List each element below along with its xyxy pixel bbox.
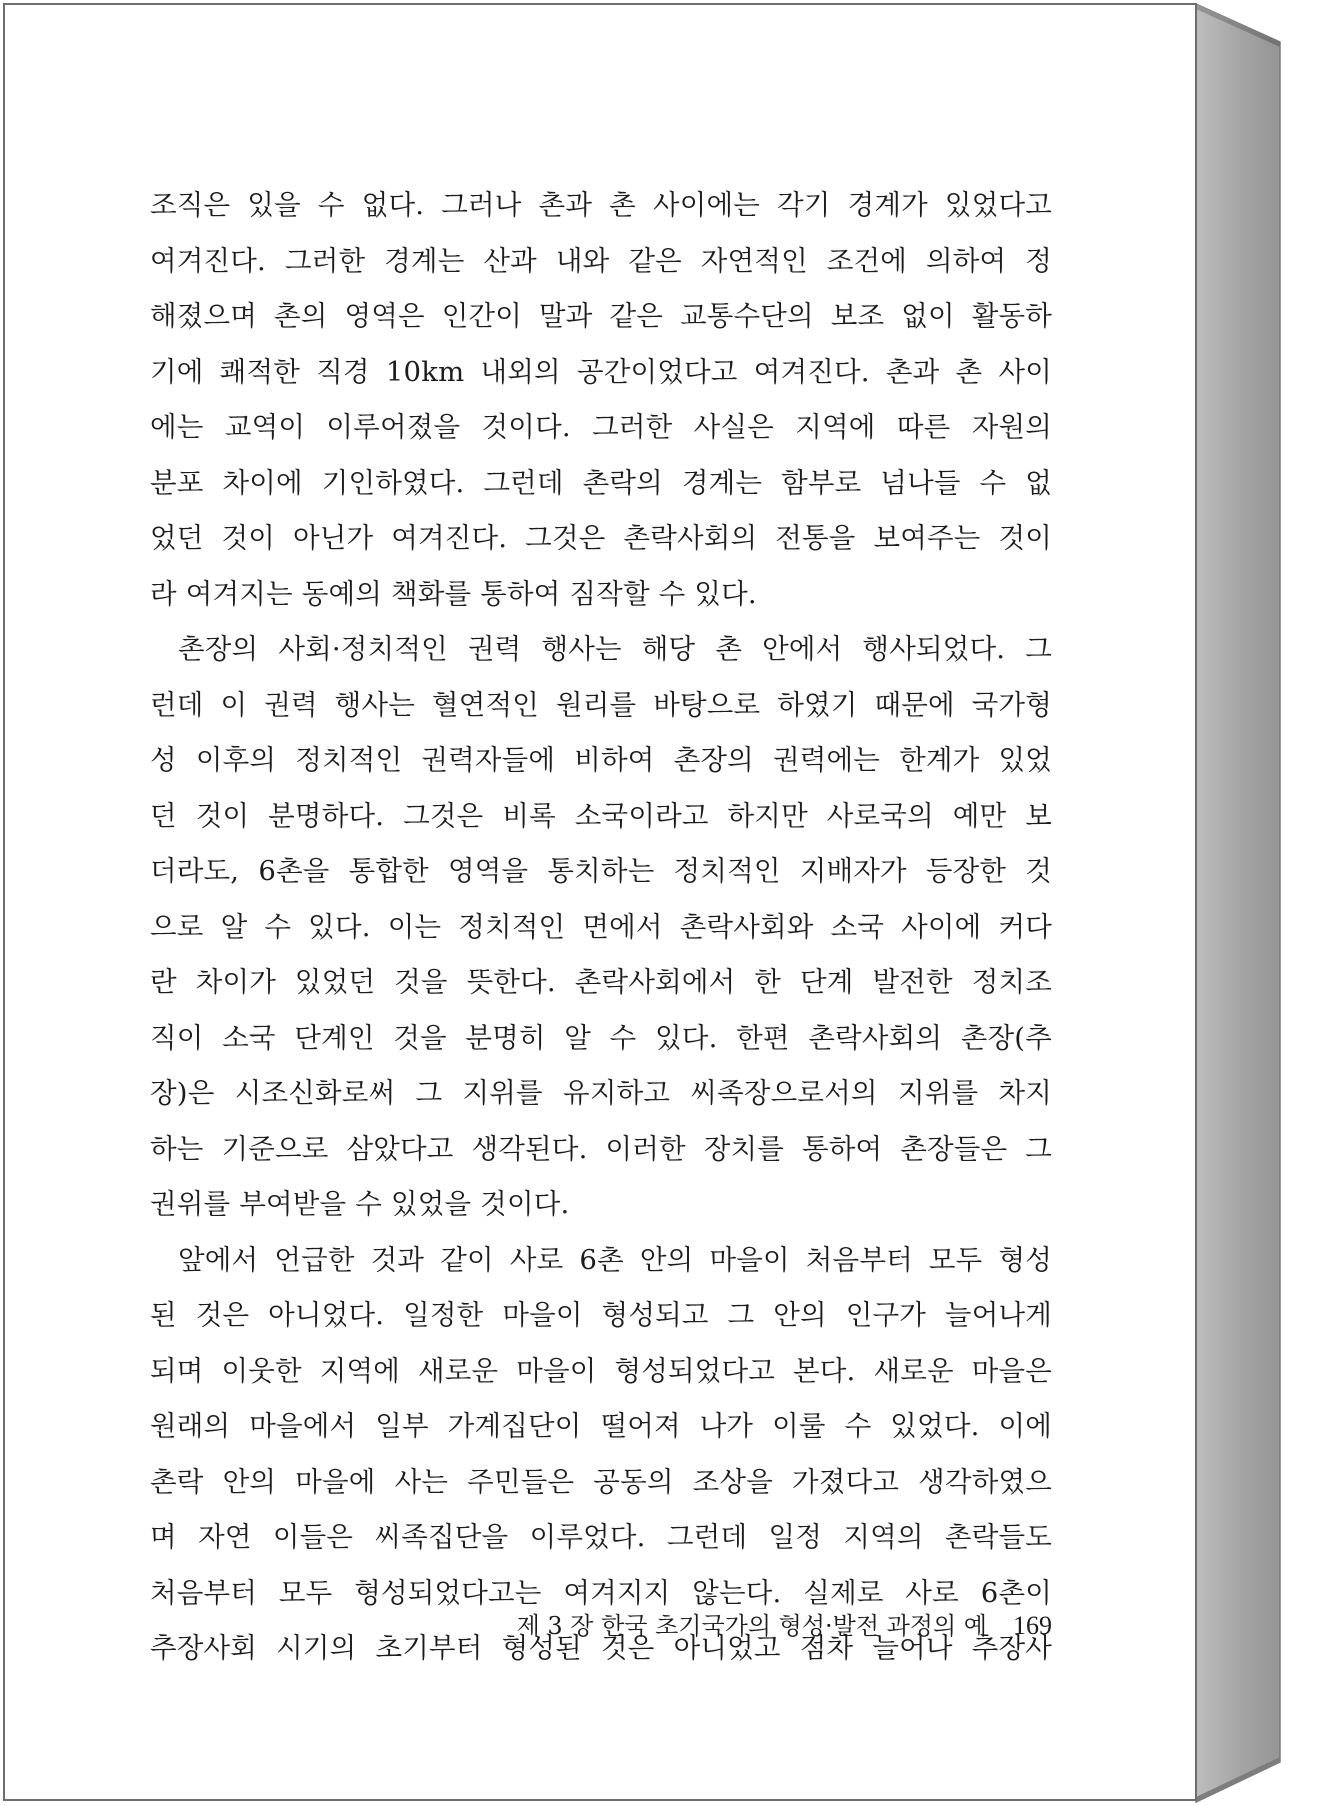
text-line: 며 자연 이들은 씨족집단을 이루었다. 그런데 일정 지역의 촌락들도 bbox=[150, 1521, 1052, 1553]
text-line: 촌락 안의 마을에 사는 주민들은 공동의 조상을 가졌다고 생각하였으 bbox=[150, 1465, 1052, 1498]
text-line: 던 것이 분명하다. 그것은 비록 소국이라고 하지만 사로국의 예만 보 bbox=[150, 799, 1052, 832]
text-line: 촌장의 사회·정치적인 권력 행사는 해당 촌 안에서 행사되었다. 그 bbox=[178, 633, 1052, 665]
paragraph bbox=[150, 622, 1052, 1233]
text-line: 기에 쾌적한 직경 10km 내외의 공간이었다고 여겨진다. 촌과 촌 사이 bbox=[150, 355, 1052, 388]
body-text bbox=[150, 178, 1052, 1677]
text-line: 으로 알 수 있다. 이는 정치적인 면에서 촌락사회와 소국 사이에 커다 bbox=[150, 910, 1052, 943]
page-number: 169 bbox=[1013, 1611, 1052, 1640]
text-line: 분포 차이에 기인하였다. 그런데 촌락의 경계는 함부로 넘나들 수 없 bbox=[150, 466, 1052, 499]
text-line: 앞에서 언급한 것과 같이 사로 6촌 안의 마을이 처음부터 모두 형성 bbox=[178, 1243, 1052, 1276]
text-line: 라 여겨지는 동예의 책화를 통하여 짐작할 수 있다. bbox=[150, 577, 757, 610]
text-line: 해졌으며 촌의 영역은 인간이 말과 같은 교통수단의 보조 없이 활동하 bbox=[150, 300, 1052, 332]
text-line: 처음부터 모두 형성되었다고는 여겨지지 않는다. 실제로 사로 6촌이 bbox=[150, 1576, 1052, 1609]
text-line: 장)은 시조신화로써 그 지위를 유지하고 씨족장으로서의 지위를 차지 bbox=[150, 1077, 1052, 1109]
text-line: 조직은 있을 수 없다. 그러나 촌과 촌 사이에는 각기 경계가 있었다고 bbox=[150, 189, 1052, 221]
text-line: 직이 소국 단계인 것을 분명히 알 수 있다. 한편 촌락사회의 촌장(추 bbox=[150, 1021, 1052, 1054]
text-line: 란 차이가 있었던 것을 뜻한다. 촌락사회에서 한 단계 발전한 정치조 bbox=[150, 966, 1052, 998]
text-line: 된 것은 아니었다. 일정한 마을이 형성되고 그 안의 인구가 늘어나게 bbox=[150, 1299, 1052, 1331]
paragraph bbox=[150, 178, 1052, 622]
text-line: 여겨진다. 그러한 경계는 산과 내와 같은 자연적인 조건에 의하여 정 bbox=[150, 244, 1052, 277]
text-line: 더라도, 6촌을 통합한 영역을 통치하는 정치적인 지배자가 등장한 것 bbox=[150, 855, 1052, 887]
chapter-title: 제 3 장 한국 초기국가의 형성·발전 과정의 예 bbox=[516, 1612, 987, 1640]
text-line: 원래의 마을에서 일부 가계집단이 떨어져 나가 이룰 수 있었다. 이에 bbox=[150, 1410, 1052, 1442]
text-line: 권위를 부여받을 수 있었을 것이다. bbox=[150, 1188, 570, 1220]
text-line: 성 이후의 정치적인 권력자들에 비하여 촌장의 권력에는 한계가 있었 bbox=[150, 744, 1052, 776]
text-line: 에는 교역이 이루어졌을 것이다. 그러한 사실은 지역에 따른 자원의 bbox=[150, 411, 1052, 443]
text-line: 추장사회 시기의 초기부터 형성된 것은 아니었고 점차 늘어나 추장사 bbox=[150, 1632, 1052, 1664]
text-line: 런데 이 권력 행사는 혈연적인 원리를 바탕으로 하였기 때문에 국가형 bbox=[150, 688, 1052, 721]
running-footer bbox=[150, 1606, 1052, 1641]
text-line: 하는 기준으로 삼았다고 생각된다. 이러한 장치를 통하여 촌장들은 그 bbox=[150, 1132, 1052, 1165]
text-line: 었던 것이 아닌가 여겨진다. 그것은 촌락사회의 전통을 보여주는 것이 bbox=[150, 522, 1052, 554]
text-line: 되며 이웃한 지역에 새로운 마을이 형성되었다고 본다. 새로운 마을은 bbox=[150, 1354, 1052, 1387]
